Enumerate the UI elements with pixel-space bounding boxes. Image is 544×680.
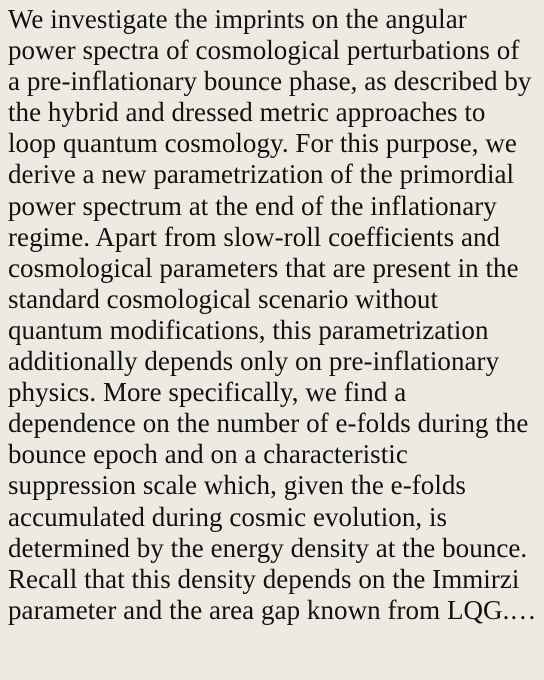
abstract-line: loop quantum cosmology. For this purpose, we: [8, 128, 517, 159]
abstract-line: cosmological parameters that are present in the: [8, 252, 519, 283]
abstract-line: parameter and the area gap known from LQG.…: [8, 594, 537, 625]
abstract-line: We investigate the imprints on the angular: [8, 4, 467, 34]
abstract-line: dependence on the number of e-folds during the: [8, 408, 529, 439]
abstract-line: the hybrid and dressed metric approaches to: [8, 97, 486, 128]
abstract-line: accumulated during cosmic evolution, is: [8, 501, 448, 532]
abstract-line: power spectrum at the end of the inflationary: [8, 190, 497, 221]
abstract-line: additionally depends only on pre-inflationary: [8, 346, 500, 377]
abstract-line: Recall that this density depends on the Immirzi: [8, 563, 520, 594]
abstract-line: quantum modifications, this parametrization: [8, 314, 489, 345]
abstract-line: suppression scale which, given the e-folds: [8, 470, 466, 501]
abstract-line: physics. More specifically, we find a: [8, 377, 407, 408]
abstract-line: power spectra of cosmological perturbations of: [8, 35, 520, 66]
abstract-line: derive a new parametrization of the primordial: [8, 159, 515, 190]
abstract-line: determined by the energy density at the bounce.: [8, 532, 528, 563]
abstract-line: regime. Apart from slow-roll coefficients and: [8, 221, 501, 252]
abstract-line: bounce epoch and on a characteristic: [8, 439, 408, 470]
abstract-line: a pre-inflationary bounce phase, as described by: [8, 66, 532, 97]
abstract-text: [8, 4, 538, 626]
abstract-line: standard cosmological scenario without: [8, 283, 439, 314]
